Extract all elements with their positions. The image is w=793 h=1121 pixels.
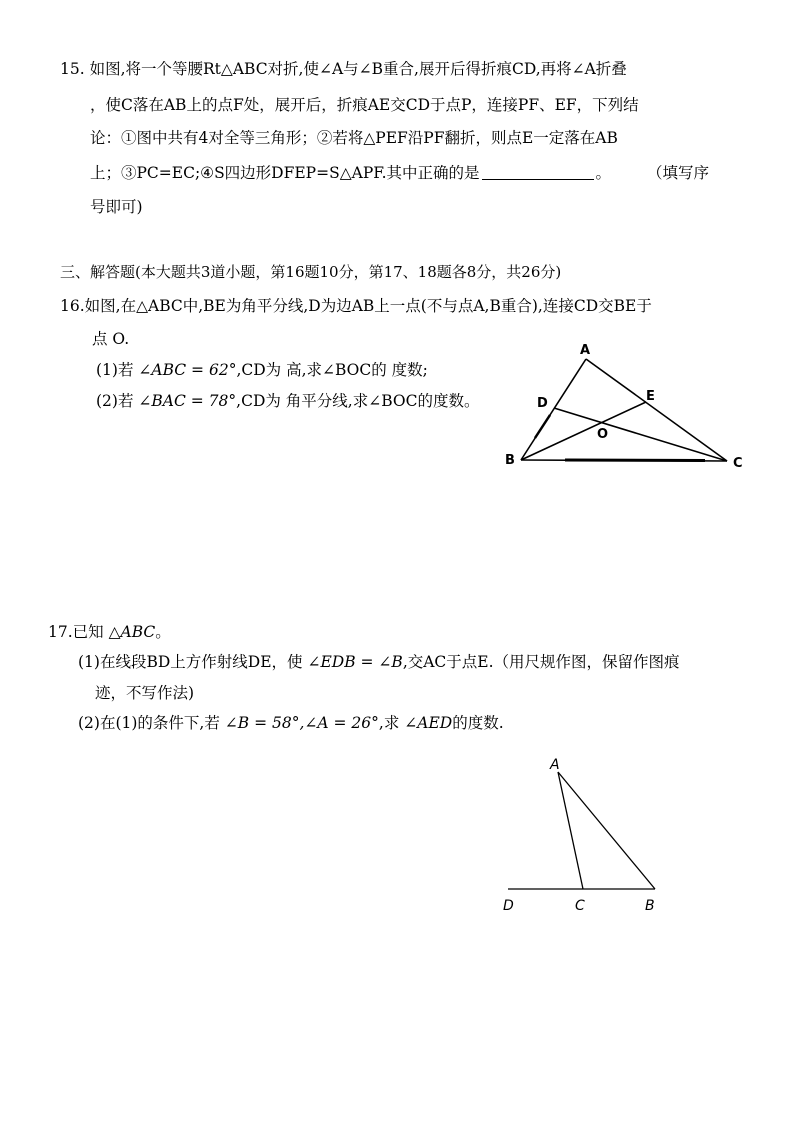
q15-line-4-text: 上；③PC=EC;④S四边形DFEP=S△APF.其中正确的是 xyxy=(90,164,480,182)
q17-p1-suffix: ,交AC于点E.（用尺规作图，保留作图痕 xyxy=(402,653,680,671)
label-d: D xyxy=(503,898,514,914)
q15-line-1: 15. 如图,将一个等腰Rt△ABC对折,使∠A与∠B重合,展开后得折痕CD,再将∠A折叠 xyxy=(60,60,627,78)
segment-ab-bold xyxy=(535,415,550,438)
q16-p2-prefix: (2)若 xyxy=(96,392,134,410)
q17-p2-math: ∠B = 58°,∠A = 26° xyxy=(224,714,379,732)
q17-suffix: 。 xyxy=(155,623,171,641)
q16-triangle-figure xyxy=(495,335,765,480)
q17-p2-suffix: 的度数. xyxy=(452,714,504,732)
segment-cd xyxy=(554,408,727,461)
q16-part-2 xyxy=(96,390,479,412)
segment-bc-bold xyxy=(565,460,705,461)
label-a: A xyxy=(580,343,591,358)
q17-part-2 xyxy=(78,712,504,734)
segment-ac xyxy=(558,772,583,889)
label-b: B xyxy=(505,453,515,468)
q15-line-4 xyxy=(90,162,709,184)
q16-p1-suffix: ,CD为 高,求∠BOC的 度数; xyxy=(236,361,428,379)
q15-period: 。 xyxy=(595,164,612,182)
q17-p1-math: ∠EDB = ∠B xyxy=(307,653,403,671)
q16-p1-prefix: (1)若 xyxy=(96,361,134,379)
label-o: O xyxy=(597,427,609,442)
q17-triangle-figure xyxy=(495,750,675,920)
q17-p2-math2: ∠AED xyxy=(404,714,453,732)
q16-p2-math: ∠BAC = 78° xyxy=(138,392,237,410)
q16-line-2: 点 O. xyxy=(92,330,130,348)
answer-blank[interactable] xyxy=(482,163,594,180)
label-b: B xyxy=(645,898,655,914)
label-e: E xyxy=(646,389,655,404)
q16-line-1: 16.如图,在△ABC中,BE为角平分线,D为边AB上一点(不与点A,B重合),连接CD交BE于 xyxy=(60,297,652,315)
segment-ab xyxy=(558,772,655,889)
segment-ac xyxy=(586,359,727,461)
q15-fill-hint: （填写序 xyxy=(647,164,710,182)
q17-line-1 xyxy=(48,621,171,643)
q17-p2-mid: ,求 xyxy=(378,714,400,732)
q17-part-1 xyxy=(78,651,680,673)
label-c: C xyxy=(575,898,585,914)
q17-math: △ABC xyxy=(108,623,156,641)
label-d: D xyxy=(537,396,548,411)
label-a: A xyxy=(550,757,560,773)
label-c: C xyxy=(733,456,743,471)
q17-part-1-cont: 迹，不写作法) xyxy=(95,684,195,702)
q15-line-2: ，使C落在AB上的点F处，展开后，折痕AE交CD于点P，连接PF、EF，下列结 xyxy=(90,96,639,114)
q17-prefix: 17.已知 xyxy=(48,623,104,641)
q17-p2-prefix: (2)在(1)的条件下,若 xyxy=(78,714,220,732)
q16-p2-suffix: ,CD为 角平分线,求∠BOC的度数。 xyxy=(236,392,480,410)
q15-line-5: 号即可) xyxy=(90,198,143,216)
q16-part-1 xyxy=(96,359,428,381)
q17-p1-prefix: (1)在线段BD上方作射线DE，使 xyxy=(78,653,303,671)
section-heading: 三、解答题(本大题共3道小题，第16题10分，第17、18题各8分，共26分) xyxy=(60,263,562,281)
q15-line-3: 论：①图中共有4对全等三角形；②若将△PEF沿PF翻折，则点E一定落在AB xyxy=(90,129,618,147)
q16-p1-math: ∠ABC = 62° xyxy=(138,361,237,379)
